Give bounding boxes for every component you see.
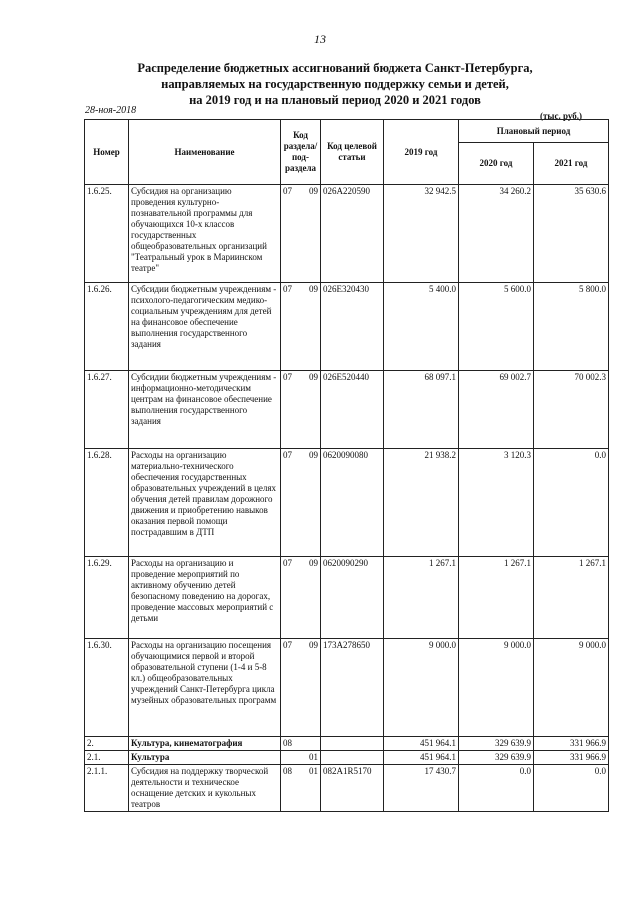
header-2019: 2019 год [384, 120, 459, 185]
row-razdel [281, 765, 321, 812]
table-row [85, 751, 609, 765]
row-razdel-code: 07 [283, 640, 292, 650]
row-article: 082А1R5170 [321, 765, 384, 812]
row-2019: 17 430.7 [384, 765, 459, 812]
table-row [85, 765, 609, 812]
row-number: 2.1. [85, 751, 129, 765]
row-2019: 451 964.1 [384, 751, 459, 765]
page-number: 13 [314, 32, 326, 46]
row-2020: 69 002.7 [459, 371, 534, 449]
table-row [85, 371, 609, 449]
row-2020: 0.0 [459, 765, 534, 812]
row-razdel [281, 449, 321, 557]
header-name: Наименование [129, 120, 281, 185]
row-2021: 1 267.1 [534, 557, 609, 639]
budget-table [84, 119, 609, 812]
row-razdel-code: 07 [283, 284, 292, 294]
row-razdel [281, 185, 321, 283]
table-row [85, 737, 609, 751]
row-2019: 21 938.2 [384, 449, 459, 557]
row-number: 1.6.28. [85, 449, 129, 557]
units-label: (тыс. руб.) [540, 111, 582, 121]
row-name: Культура [129, 751, 281, 765]
table-row [85, 185, 609, 283]
row-number: 2. [85, 737, 129, 751]
row-razdel [281, 751, 321, 765]
row-2019: 451 964.1 [384, 737, 459, 751]
row-razdel [281, 639, 321, 737]
row-razdel-code: 07 [283, 372, 292, 382]
row-name: Расходы на организацию материально-технического обеспечения государственных образовательных учреждений в целях обучения детей правилам дорожного движения и приобретению навыков оказания первой помощи пострадавшим в ДТП [129, 449, 281, 557]
row-number: 1.6.27. [85, 371, 129, 449]
row-razdel [281, 283, 321, 371]
row-article [321, 751, 384, 765]
row-2021: 5 800.0 [534, 283, 609, 371]
row-subrazdel-code: 09 [309, 186, 318, 196]
row-number: 1.6.25. [85, 185, 129, 283]
row-subrazdel-code: 09 [309, 284, 318, 294]
header-article: Код целевой статьи [321, 120, 384, 185]
row-article: 026Е320430 [321, 283, 384, 371]
row-number: 2.1.1. [85, 765, 129, 812]
row-razdel [281, 737, 321, 751]
row-name: Расходы на организацию и проведение мероприятий по активному обучению детей безопасному поведению на дорогах, проведение массовых мероприятий с детьми [129, 557, 281, 639]
row-subrazdel-code: 09 [309, 372, 318, 382]
row-subrazdel-code: 01 [309, 752, 318, 762]
row-name: Субсидии бюджетным учреждениям - психолого-педагогическим медико-социальным учреждениям для детей на финансовое обеспечение выполнения государственного задания [129, 283, 281, 371]
document-date: 28-ноя-2018 [85, 105, 137, 116]
row-subrazdel-code: 01 [309, 766, 318, 776]
row-razdel-code: 07 [283, 186, 292, 196]
header-2021: 2021 год [534, 143, 609, 185]
row-razdel-code: 07 [283, 450, 292, 460]
row-2020: 3 120.3 [459, 449, 534, 557]
row-2020: 329 639.9 [459, 737, 534, 751]
row-article [321, 737, 384, 751]
row-name: Субсидия на организацию проведения культурно-познавательной программы для обучающихся 10-х классов государственных общеобразовательных организаций "Театральный урок в Мариинском театре" [129, 185, 281, 283]
row-subrazdel-code: 09 [309, 450, 318, 460]
header-2020: 2020 год [459, 143, 534, 185]
row-article: 0620090080 [321, 449, 384, 557]
row-razdel-code: 07 [283, 558, 292, 568]
row-2021: 9 000.0 [534, 639, 609, 737]
row-2021: 0.0 [534, 765, 609, 812]
row-2021: 70 002.3 [534, 371, 609, 449]
row-2021: 0.0 [534, 449, 609, 557]
row-2019: 1 267.1 [384, 557, 459, 639]
row-2021: 331 966.9 [534, 737, 609, 751]
row-2020: 9 000.0 [459, 639, 534, 737]
table-body [85, 185, 609, 812]
row-razdel-code: 08 [283, 766, 292, 776]
row-2020: 34 260.2 [459, 185, 534, 283]
title-line-3: на 2019 год и на плановый период 2020 и 2021 годов [189, 93, 481, 107]
table-row [85, 557, 609, 639]
row-subrazdel-code: 09 [309, 640, 318, 650]
row-article: 026Е520440 [321, 371, 384, 449]
row-2020: 329 639.9 [459, 751, 534, 765]
row-2020: 5 600.0 [459, 283, 534, 371]
row-name: Субсидия на поддержку творческой деятельности и техническое оснащение детских и кукольных театров [129, 765, 281, 812]
row-razdel [281, 371, 321, 449]
row-2019: 68 097.1 [384, 371, 459, 449]
row-subrazdel-code: 09 [309, 558, 318, 568]
row-name: Субсидии бюджетным учреждениям - информационно-методическим центрам на финансовое обеспечение выполнения государственного задания [129, 371, 281, 449]
row-razdel [281, 557, 321, 639]
title-line-1: Распределение бюджетных ассигнований бюджета Санкт-Петербурга, [137, 61, 533, 75]
table-row [85, 639, 609, 737]
header-number: Номер [85, 120, 129, 185]
row-2020: 1 267.1 [459, 557, 534, 639]
title-line-2: направляемых на государственную поддержку семьи и детей, [161, 77, 509, 91]
row-number: 1.6.30. [85, 639, 129, 737]
header-plan-period: Плановый период [459, 120, 609, 143]
row-2021: 35 630.6 [534, 185, 609, 283]
row-article: 173А278650 [321, 639, 384, 737]
row-number: 1.6.26. [85, 283, 129, 371]
row-article: 026А220590 [321, 185, 384, 283]
table-row [85, 283, 609, 371]
header-razdel: Код раздела/ под-раздела [281, 120, 321, 185]
row-name: Расходы на организацию посещения обучающимися первой и второй образовательной ступени (1-4 и 5-8 кл.) общеобразовательных учреждений Санкт-Петербурга цикла музейных образовательных программ [129, 639, 281, 737]
row-2021: 331 966.9 [534, 751, 609, 765]
row-2019: 9 000.0 [384, 639, 459, 737]
row-2019: 5 400.0 [384, 283, 459, 371]
document-title [100, 60, 570, 108]
row-number: 1.6.29. [85, 557, 129, 639]
row-article: 0620090290 [321, 557, 384, 639]
row-name: Культура, кинематография [129, 737, 281, 751]
row-2019: 32 942.5 [384, 185, 459, 283]
row-razdel-code: 08 [283, 738, 292, 748]
table-row [85, 449, 609, 557]
